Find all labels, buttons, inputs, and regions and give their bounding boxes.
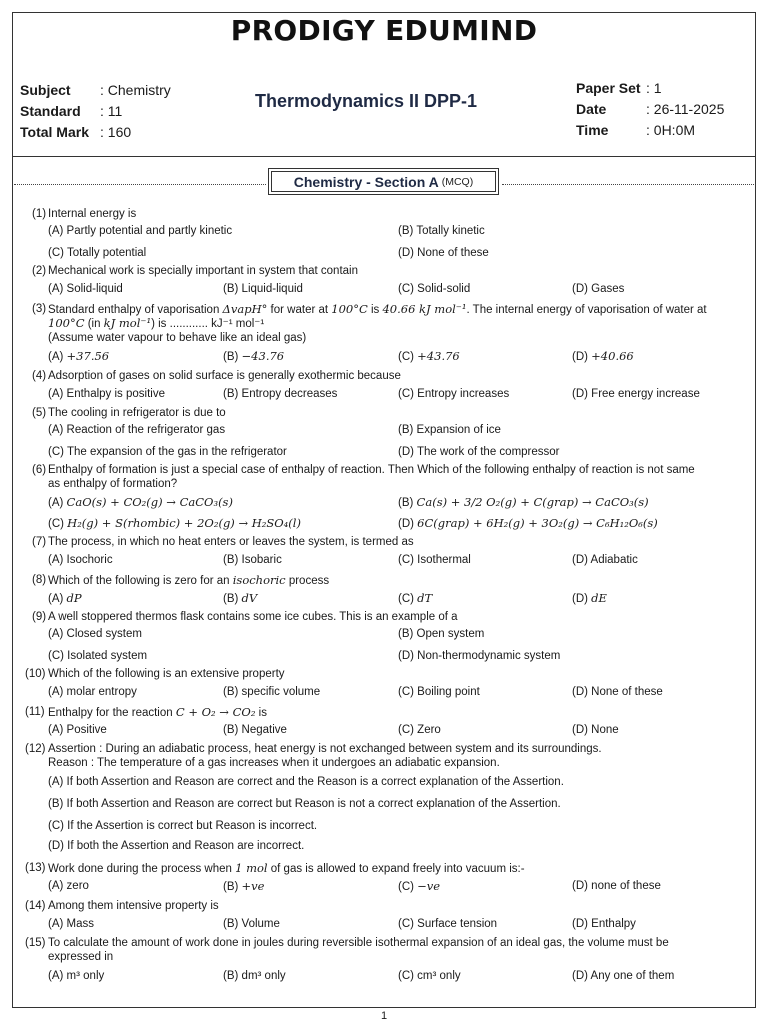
option-text: Isobaric	[241, 554, 282, 566]
option-d	[398, 246, 489, 260]
option-letter: (B)	[398, 628, 414, 640]
option-b	[398, 423, 501, 437]
question-text: Adsorption of gases on solid surface is generally exothermic because	[48, 370, 401, 382]
option-text: Totally kinetic	[416, 225, 485, 237]
option-text: Isochoric	[66, 554, 113, 566]
option-text: Ca(s) + 3/2 O₂(g) + C(grap) → CaCO₃(s)	[416, 495, 649, 509]
date-label: Date	[576, 101, 607, 117]
option-letter: (A)	[48, 424, 64, 436]
section-suffix: (MCQ)	[441, 175, 474, 188]
option-text: Solid-solid	[417, 283, 471, 295]
option-a	[48, 553, 113, 567]
option-text: Any one of them	[590, 970, 675, 982]
option-a	[48, 387, 165, 401]
question-number: (1)	[32, 208, 47, 220]
option-text: dT	[417, 591, 433, 605]
option-d	[572, 685, 663, 699]
option-text: −ve	[417, 879, 441, 893]
option-text: +37.56	[66, 349, 110, 363]
option-b	[223, 685, 320, 699]
option-d	[572, 591, 607, 606]
option-c	[398, 349, 460, 364]
option-letter: (D)	[398, 518, 414, 530]
option-d	[572, 387, 700, 401]
meta-left	[20, 80, 171, 143]
option-text: dV	[241, 591, 258, 605]
option-c	[48, 649, 147, 663]
option-a	[48, 917, 94, 931]
option-b	[398, 224, 485, 238]
option-letter: (C)	[398, 881, 414, 893]
option-letter: (B)	[223, 970, 239, 982]
option-letter: (C)	[398, 724, 414, 736]
option-letter: (D)	[572, 724, 588, 736]
option-c	[48, 819, 317, 833]
option-letter: (B)	[398, 225, 414, 237]
option-text: Open system	[416, 628, 485, 640]
option-letter: (A)	[48, 351, 64, 363]
section-dotted-rule-right	[502, 184, 754, 185]
option-c	[398, 553, 471, 567]
option-letter: (C)	[398, 593, 414, 605]
option-text: −43.76	[241, 349, 285, 363]
option-a	[48, 627, 142, 641]
option-letter: (B)	[223, 686, 239, 698]
option-text: 6C(grap) + 6H₂(g) + 3O₂(g) → C₆H₁₂O₆(s)	[417, 516, 658, 530]
option-text: dm³ only	[241, 970, 286, 982]
option-c	[398, 879, 440, 894]
option-a	[48, 775, 564, 789]
paperset-value: : 1	[646, 80, 662, 96]
option-text: molar entropy	[66, 686, 137, 698]
header-divider	[12, 156, 756, 157]
option-letter: (C)	[398, 970, 414, 982]
option-text: Positive	[66, 724, 107, 736]
standard-label: Standard	[20, 103, 81, 119]
option-d	[572, 282, 624, 296]
question-text-line2: as enthalpy of formation?	[48, 478, 178, 490]
option-letter: (C)	[398, 351, 414, 363]
option-text: zero	[66, 880, 89, 892]
option-letter: (C)	[398, 283, 414, 295]
option-letter: (D)	[572, 554, 588, 566]
option-d	[398, 445, 560, 459]
option-letter: (A)	[48, 388, 64, 400]
option-text: If both Assertion and Reason are correct but Reason is not a correct explanation of the Assertion.	[66, 798, 561, 810]
option-text: Enthalpy	[591, 918, 636, 930]
option-d	[572, 917, 636, 931]
standard-value: : 11	[100, 103, 123, 119]
question-number: (13)	[25, 862, 46, 874]
question-text: A well stoppered thermos flask contains some ice cubes. This is an example of a	[48, 611, 458, 623]
question-number: (8)	[32, 574, 47, 586]
option-text: Expansion of ice	[416, 424, 501, 436]
option-letter: (A)	[48, 497, 64, 509]
question-text: The cooling in refrigerator is due to	[48, 407, 226, 419]
option-text: Negative	[241, 724, 287, 736]
option-text: +ve	[241, 879, 265, 893]
meta-right	[576, 78, 724, 141]
option-d	[572, 553, 638, 567]
question-text: Standard enthalpy of vaporisation ΔvapH° for water at 100°C is 40.66 kJ mol⁻¹. The internal energy of vaporisation of water at	[48, 302, 707, 316]
option-a	[48, 282, 123, 296]
option-letter: (C)	[48, 820, 64, 832]
option-c	[48, 516, 301, 531]
option-b	[223, 879, 265, 894]
option-b	[223, 917, 280, 931]
option-c	[398, 591, 432, 606]
option-text: dP	[66, 591, 82, 605]
question-number: (5)	[32, 407, 47, 419]
option-text: If both Assertion and Reason are correct and the Reason is a correct explanation of the Assertion.	[66, 776, 564, 788]
option-text: H₂(g) + S(rhombic) + 2O₂(g) → H₂SO₄(l)	[67, 516, 301, 530]
option-d	[572, 879, 661, 893]
option-d	[572, 969, 674, 983]
section-title: Chemistry - Section A	[293, 173, 439, 190]
option-text: None	[591, 724, 619, 736]
question-text: Assertion : During an adiabatic process, heat energy is not exchanged between system and its surroundings.	[48, 743, 602, 755]
question-text-line2: expressed in	[48, 951, 114, 963]
option-c	[48, 445, 287, 459]
option-text: Non-thermodynamic system	[417, 650, 561, 662]
option-letter: (B)	[398, 424, 414, 436]
option-letter: (C)	[48, 446, 64, 458]
option-text: If the Assertion is correct but Reason is incorrect.	[67, 820, 318, 832]
subject-label: Subject	[20, 82, 71, 98]
option-letter: (B)	[223, 351, 239, 363]
question-text-line2: Reason : The temperature of a gas increases when it undergoes an adiabatic expansion.	[48, 757, 500, 769]
page-number: 1	[380, 1010, 388, 1022]
option-a	[48, 423, 225, 437]
option-letter: (B)	[223, 593, 239, 605]
option-text: Entropy decreases	[241, 388, 338, 400]
option-letter: (A)	[48, 686, 64, 698]
option-b	[223, 387, 337, 401]
option-text: The work of the compressor	[416, 446, 560, 458]
question-text: Which of the following is an extensive property	[48, 668, 285, 680]
option-letter: (A)	[48, 225, 64, 237]
option-text: +43.76	[417, 349, 460, 363]
question-number: (14)	[25, 900, 46, 912]
option-letter: (B)	[223, 881, 239, 893]
option-letter: (A)	[48, 628, 64, 640]
option-c	[398, 685, 480, 699]
option-letter: (D)	[572, 880, 588, 892]
option-c	[398, 969, 461, 983]
question-text-line2: 100°C (in kJ mol⁻¹) is ............ kJ⁻¹ mol⁻¹	[48, 316, 265, 330]
option-letter: (D)	[572, 686, 588, 698]
option-letter: (A)	[48, 554, 64, 566]
option-text: Gases	[591, 283, 625, 295]
option-letter: (A)	[48, 724, 64, 736]
option-text: m³ only	[66, 970, 105, 982]
option-text: Volume	[241, 918, 280, 930]
option-letter: (B)	[223, 918, 239, 930]
option-d	[572, 723, 619, 737]
option-letter: (A)	[48, 593, 64, 605]
option-text: none of these	[591, 880, 661, 892]
question-number: (2)	[32, 265, 47, 277]
option-b	[223, 969, 286, 983]
question-text: Enthalpy for the reaction C + O₂ → CO₂ is	[48, 705, 267, 719]
option-b	[223, 723, 287, 737]
option-c	[48, 246, 146, 260]
option-text: Liquid-liquid	[241, 283, 303, 295]
question-number: (10)	[25, 668, 46, 680]
option-letter: (A)	[48, 970, 64, 982]
option-text: Solid-liquid	[66, 283, 123, 295]
option-letter: (D)	[572, 593, 588, 605]
option-d	[48, 839, 304, 853]
option-text: The expansion of the gas in the refrigerator	[66, 446, 287, 458]
question-text: Enthalpy of formation is just a special case of enthalpy of reaction. Then Which of the following enthalpy of reaction is not same	[48, 464, 695, 476]
question-number: (9)	[32, 611, 47, 623]
total-mark-label: Total Mark	[20, 124, 89, 140]
option-text: Partly potential and partly kinetic	[66, 225, 233, 237]
option-a	[48, 591, 82, 606]
option-a	[48, 349, 109, 364]
option-c	[398, 723, 441, 737]
option-text: dE	[591, 591, 607, 605]
option-text: Isolated system	[67, 650, 148, 662]
option-text: Zero	[417, 724, 441, 736]
option-letter: (A)	[48, 880, 64, 892]
option-text: Boiling point	[417, 686, 480, 698]
question-text: Among them intensive property is	[48, 900, 219, 912]
option-letter: (D)	[572, 283, 588, 295]
option-letter: (D)	[572, 351, 588, 363]
option-letter: (A)	[48, 776, 64, 788]
option-text: If both the Assertion and Reason are incorrect.	[67, 840, 305, 852]
time-label: Time	[576, 122, 609, 138]
option-text: Closed system	[66, 628, 142, 640]
option-letter: (C)	[398, 918, 414, 930]
option-letter: (B)	[398, 497, 414, 509]
option-letter: (C)	[398, 686, 414, 698]
paperset-label: Paper Set	[576, 80, 641, 96]
option-letter: (D)	[572, 970, 588, 982]
total-mark-value: : 160	[100, 124, 132, 140]
option-letter: (C)	[48, 518, 64, 530]
question-number: (11)	[25, 706, 45, 718]
option-letter: (C)	[398, 554, 414, 566]
option-text: Adiabatic	[590, 554, 638, 566]
question-text: Mechanical work is specially important in system that contain	[48, 265, 358, 277]
option-letter: (A)	[48, 918, 64, 930]
option-text: Reaction of the refrigerator gas	[66, 424, 226, 436]
option-text: +40.66	[591, 349, 634, 363]
option-text: Isothermal	[417, 554, 471, 566]
option-b	[398, 495, 649, 510]
option-c	[398, 387, 509, 401]
option-text: Entropy increases	[417, 388, 510, 400]
option-text: None of these	[417, 247, 489, 259]
option-letter: (B)	[223, 554, 239, 566]
institute-title: PRODIGY EDUMIND	[230, 14, 538, 47]
option-text: None of these	[591, 686, 663, 698]
option-b	[398, 627, 484, 641]
option-b	[223, 349, 284, 364]
option-d	[572, 349, 634, 364]
question-number: (3)	[32, 303, 47, 315]
question-number: (7)	[32, 536, 47, 548]
option-a	[48, 969, 104, 983]
option-text: Enthalpy is positive	[66, 388, 165, 400]
option-letter: (D)	[48, 840, 64, 852]
option-a	[48, 723, 107, 737]
option-letter: (D)	[572, 388, 588, 400]
time-value: : 0H:0M	[646, 122, 696, 138]
section-heading	[268, 168, 499, 195]
question-number: (15)	[25, 937, 46, 949]
option-b	[48, 797, 561, 811]
option-c	[398, 282, 470, 296]
option-letter: (B)	[223, 283, 239, 295]
page-frame	[12, 12, 756, 1008]
question-text: Which of the following is zero for an isochoric process	[48, 573, 330, 587]
option-text: Totally potential	[66, 247, 147, 259]
option-letter: (C)	[48, 247, 64, 259]
option-text: Mass	[66, 918, 95, 930]
option-letter: (D)	[398, 247, 414, 259]
option-letter: (D)	[572, 918, 588, 930]
option-letter: (B)	[48, 798, 64, 810]
paper-title: Thermodynamics II DPP-1	[255, 91, 478, 111]
option-a	[48, 685, 137, 699]
question-number: (12)	[25, 743, 46, 755]
question-text: Work done during the process when 1 mol of gas is allowed to expand freely into vacuum is:-	[48, 861, 525, 875]
option-text: CaO(s) + CO₂(g) → CaCO₃(s)	[66, 495, 233, 509]
option-d	[398, 649, 560, 663]
option-text: cm³ only	[417, 970, 461, 982]
subject-value: : Chemistry	[100, 82, 171, 98]
option-b	[223, 591, 257, 606]
option-d	[398, 516, 658, 531]
option-letter: (D)	[398, 650, 414, 662]
question-text-line3: (Assume water vapour to behave like an ideal gas)	[48, 332, 307, 344]
date-value: : 26-11-2025	[646, 101, 725, 117]
option-letter: (C)	[398, 388, 414, 400]
question-text: To calculate the amount of work done in joules during reversible isothermal expansion of an ideal gas, the volume must be	[48, 937, 669, 949]
option-text: Surface tension	[417, 918, 498, 930]
option-a	[48, 224, 232, 238]
question-number: (4)	[32, 370, 47, 382]
option-letter: (A)	[48, 283, 64, 295]
option-letter: (B)	[223, 388, 239, 400]
option-a	[48, 879, 89, 893]
option-letter: (D)	[398, 446, 414, 458]
option-text: Free energy increase	[591, 388, 700, 400]
option-b	[223, 553, 282, 567]
option-text: specific volume	[241, 686, 321, 698]
option-a	[48, 495, 233, 510]
question-text: Internal energy is	[48, 208, 137, 220]
option-letter: (C)	[48, 650, 64, 662]
question-text: The process, in which no heat enters or leaves the system, is termed as	[48, 536, 414, 548]
option-c	[398, 917, 497, 931]
option-letter: (B)	[223, 724, 239, 736]
option-b	[223, 282, 303, 296]
question-number: (6)	[32, 464, 47, 476]
section-dotted-rule-left	[14, 184, 266, 185]
